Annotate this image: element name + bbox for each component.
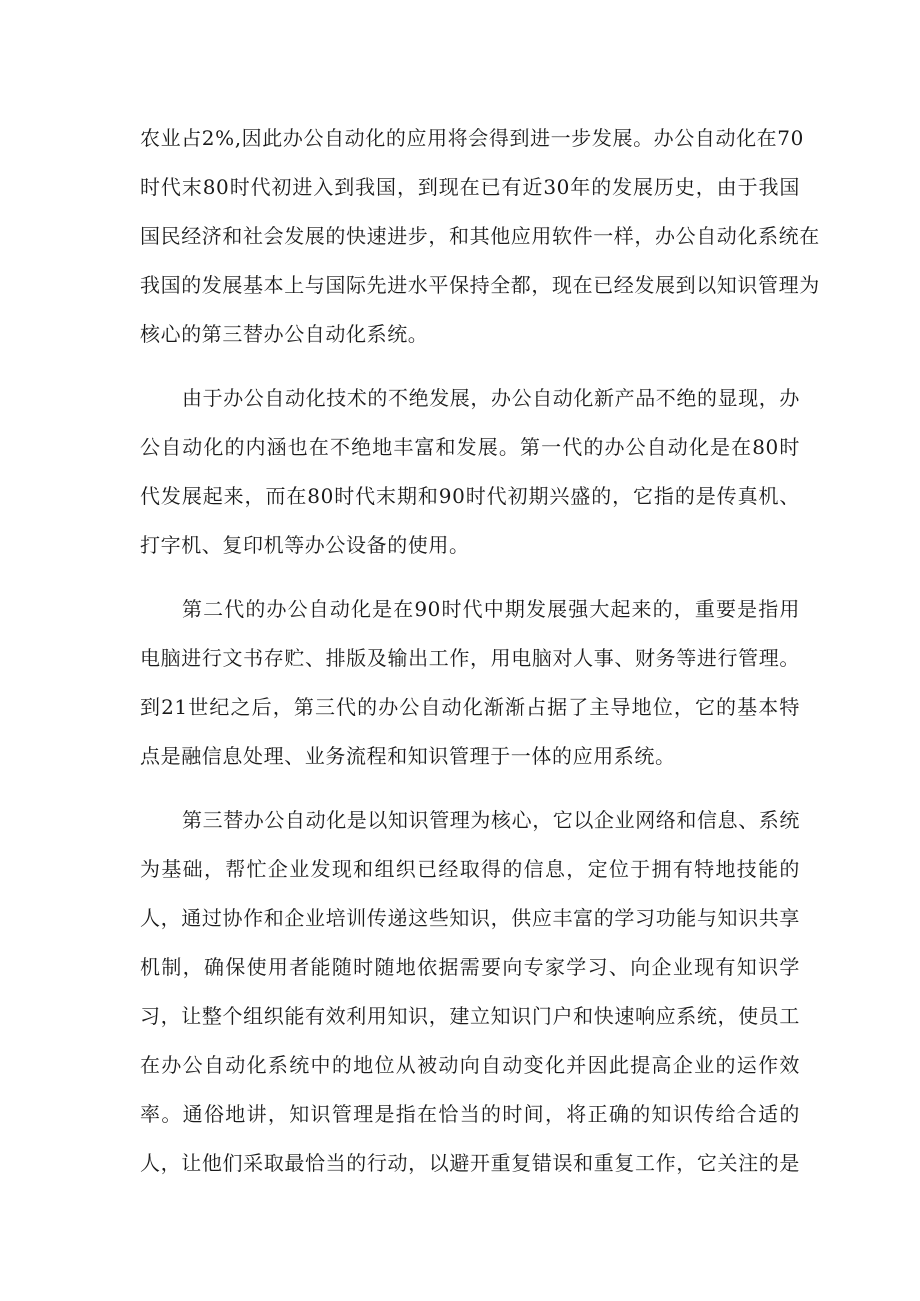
text-line: 电脑进行文书存贮、排版及输出工作，用电脑对人事、财务等进行管理。: [140, 646, 800, 670]
text-line: 率。通俗地讲，知识管理是指在恰当的时间，将正确的知识传给合适的: [140, 1102, 800, 1126]
document-body: [140, 114, 820, 1203]
text-line: 人，让他们采取最恰当的行动，以避开重复错误和重复工作，它关注的是: [140, 1151, 800, 1175]
text-line: 点是融信息处理、业务流程和知识管理于一体的应用系统。: [140, 744, 676, 768]
text-line: 我国的发展基本上与国际先进水平保持全都，现在已经发展到以知识管理为: [140, 273, 820, 297]
paragraph-4: [140, 796, 800, 1188]
text-line: 为基础，帮忙企业发现和组织已经取得的信息，定位于拥有特地技能的: [140, 857, 800, 881]
paragraph-3: [140, 585, 800, 781]
text-line: 在办公自动化系统中的地位从被动向自动变化并因此提高企业的运作效: [140, 1053, 800, 1077]
text-line: 打字机、复印机等办公设备的使用。: [140, 533, 470, 557]
text-line: 农业占2%,因此办公自动化的应用将会得到进一步发展。办公自动化在70: [140, 126, 804, 150]
text-line: 第三替办公自动化是以知识管理为核心，它以企业网络和信息、系统: [182, 808, 800, 832]
text-line: 由于办公自动化技术的不绝发展，办公自动化新产品不绝的显现，办: [182, 386, 800, 410]
text-line: 国民经济和社会发展的快速进步，和其他应用软件一样，办公自动化系统在: [140, 224, 820, 248]
text-line: 人，通过协作和企业培训传递这些知识，供应丰富的学习功能与知识共享: [140, 906, 800, 930]
text-line: 时代末80时代初进入到我国，到现在已有近30年的发展历史，由于我国: [140, 175, 800, 199]
text-line: 到21世纪之后，第三代的办公自动化渐渐占据了主导地位，它的基本特: [140, 695, 800, 719]
paragraph-2: [140, 374, 800, 570]
text-line: 代发展起来，而在80时代末期和90时代初期兴盛的，它指的是传真机、: [140, 484, 800, 508]
text-line: 机制，确保使用者能随时随地依据需要向专家学习、向企业现有知识学: [140, 955, 800, 979]
text-line: 公自动化的内涵也在不绝地丰富和发展。第一代的办公自动化是在80时: [140, 435, 800, 459]
paragraph-1: [140, 114, 820, 359]
text-line: 核心的第三替办公自动化系统。: [140, 322, 429, 346]
text-line: 第二代的办公自动化是在90时代中期发展强大起来的，重要是指用: [182, 597, 800, 621]
text-line: 习，让整个组织能有效利用知识，建立知识门户和快速响应系统，使员工: [140, 1004, 800, 1028]
